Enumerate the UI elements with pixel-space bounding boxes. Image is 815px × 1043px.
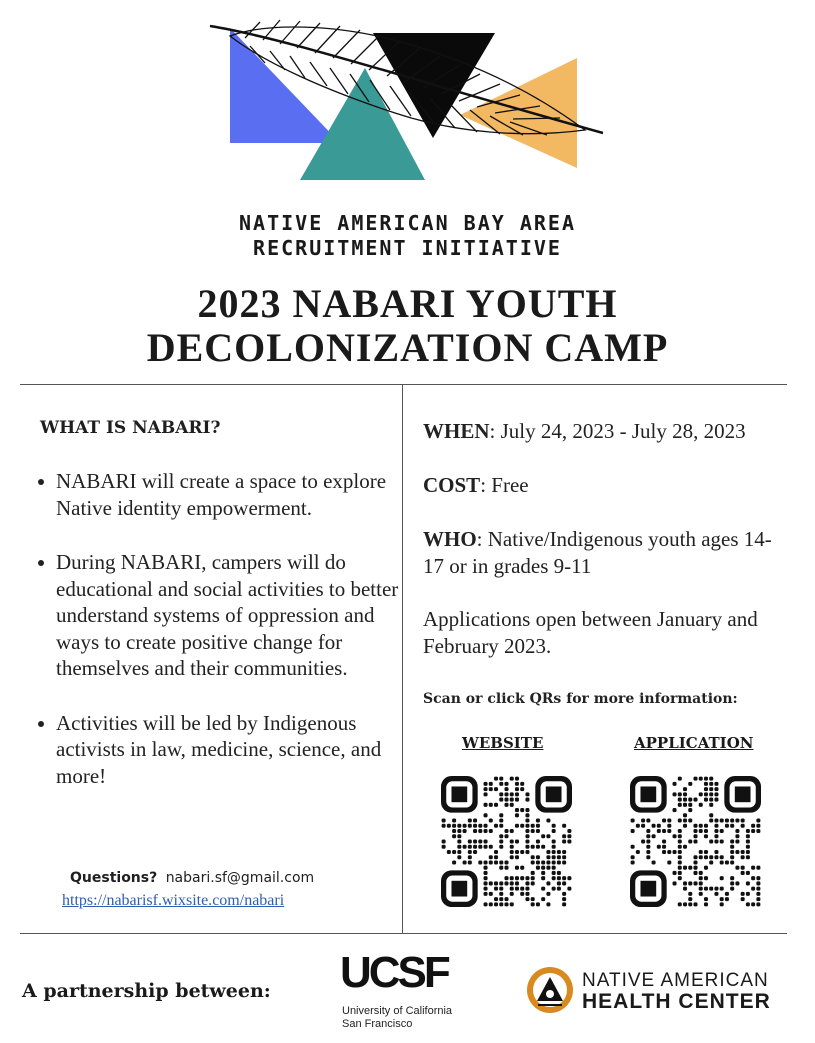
ucsf-name-line1: University of California bbox=[342, 1005, 453, 1017]
ucsf-name-line2: San Francisco bbox=[342, 1018, 413, 1030]
list-item: NABARI will create a space to explore Native identity empowerment. bbox=[22, 468, 402, 521]
nabari-logo bbox=[205, 18, 610, 190]
what-is-nabari-heading: WHAT IS NABARI? bbox=[40, 418, 221, 438]
camp-title-line2: DECOLONIZATION CAMP bbox=[146, 325, 669, 370]
nahc-name-line1: NATIVE AMERICAN bbox=[582, 970, 769, 991]
website-qr-code[interactable] bbox=[441, 776, 572, 907]
ucsf-logo: UCSF bbox=[340, 948, 448, 997]
questions-label: Questions? bbox=[70, 870, 158, 886]
column-divider bbox=[402, 384, 403, 933]
qr-website-label[interactable]: WEBSITE bbox=[462, 734, 544, 752]
who-label: WHO bbox=[423, 527, 477, 551]
partnership-label: A partnership between: bbox=[22, 980, 271, 1002]
when-line bbox=[423, 418, 746, 445]
website-link[interactable]: https://nabarisf.wixsite.com/nabari bbox=[62, 892, 285, 909]
nahc-name-line2: HEALTH CENTER bbox=[582, 990, 771, 1013]
application-qr-code[interactable] bbox=[630, 776, 761, 907]
list-item: During NABARI, campers will do educational and social activities to better understand systems of oppression and ways to create positive change for themselves and their communities. bbox=[22, 549, 402, 682]
when-label: WHEN bbox=[423, 419, 490, 443]
org-name-line2: RECRUITMENT INITIATIVE bbox=[253, 236, 562, 260]
top-divider bbox=[20, 384, 787, 385]
when-value: : July 24, 2023 - July 28, 2023 bbox=[489, 419, 746, 443]
who-line bbox=[423, 526, 783, 580]
blue-triangle bbox=[230, 28, 340, 143]
scan-instructions: Scan or click QRs for more information: bbox=[423, 691, 738, 707]
camp-title-line1: 2023 NABARI YOUTH bbox=[197, 281, 618, 326]
what-is-nabari-section bbox=[22, 418, 402, 817]
cost-value: : Free bbox=[480, 473, 529, 497]
contact-email: nabari.sf@gmail.com bbox=[165, 870, 315, 886]
questions-line bbox=[70, 870, 314, 886]
cost-line bbox=[423, 472, 529, 499]
applications-text: Applications open between January and February 2023. bbox=[423, 607, 758, 658]
cost-label: COST bbox=[423, 473, 481, 497]
nabari-bullet-list bbox=[22, 468, 402, 789]
list-item: Activities will be led by Indigenous activists in law, medicine, science, and more! bbox=[22, 710, 402, 790]
bottom-divider bbox=[20, 933, 787, 934]
org-name-line1: NATIVE AMERICAN BAY AREA bbox=[239, 211, 576, 235]
qr-application-label[interactable]: APPLICATION bbox=[634, 734, 754, 752]
nahc-emblem-icon bbox=[525, 965, 575, 1015]
who-value: : Native/Indigenous youth ages 14-17 or in grades 9-11 bbox=[423, 527, 772, 578]
